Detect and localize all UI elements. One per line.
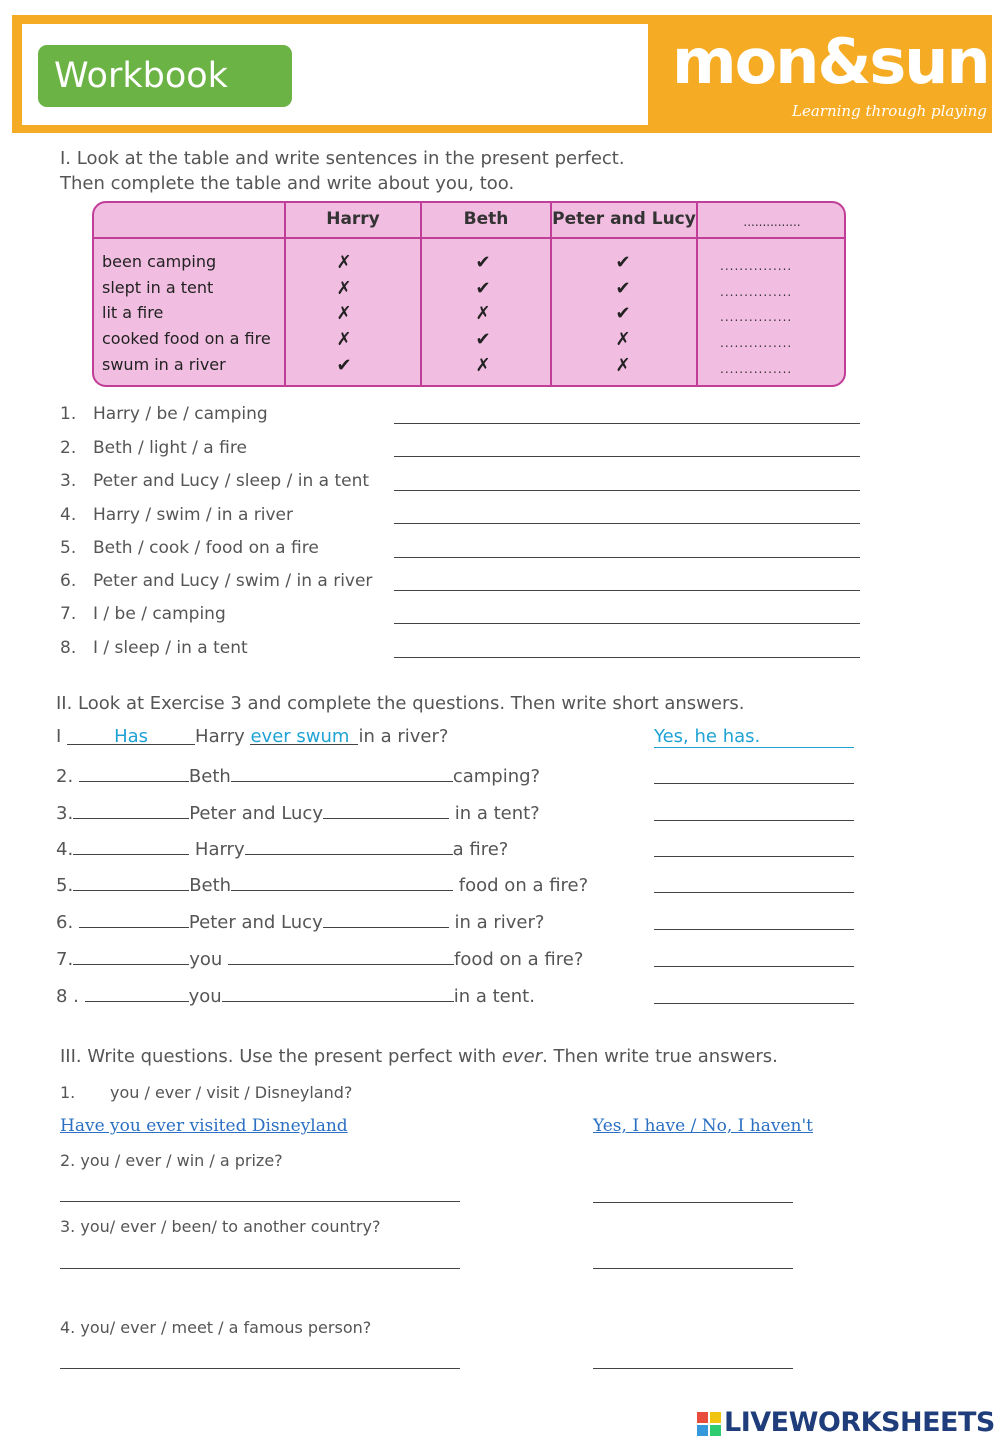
ex2-question: 7. you food on a fire?	[56, 946, 583, 970]
table-header-beth: Beth	[463, 209, 509, 229]
table-mark: ✗	[615, 329, 631, 350]
table-row-label: swum in a river	[102, 355, 226, 374]
ex1-item: 4. Harry / swim / in a river	[60, 505, 293, 525]
blank[interactable]	[231, 872, 453, 891]
table-mark: ✔	[615, 278, 631, 299]
ex3-example-answer: Yes, I have / No, I haven't	[593, 1116, 813, 1136]
ex2-instruction: II. Look at Exercise 3 and complete the questions. Then write short answers.	[56, 693, 745, 714]
table-mark: ✗	[336, 303, 352, 324]
ex1-answer-line[interactable]	[394, 523, 860, 524]
ex2-question: 8 . you in a tent.	[56, 983, 535, 1007]
ex2-answer-line[interactable]	[654, 966, 854, 967]
table-mark: ✗	[475, 355, 491, 376]
ex2-answer-line[interactable]	[654, 892, 854, 893]
table-mark: ✔	[336, 355, 352, 376]
table-row-label: slept in a tent	[102, 278, 214, 297]
ex2-answer-line[interactable]	[654, 783, 854, 784]
blank[interactable]	[222, 983, 454, 1002]
ex3-question-line[interactable]	[60, 1368, 460, 1369]
ex1-answer-line[interactable]	[394, 490, 860, 491]
ex3-answer-line[interactable]	[593, 1202, 793, 1203]
ex1-item: 7. I / be / camping	[60, 604, 226, 624]
ex1-answer-line[interactable]	[394, 557, 860, 558]
ex3-question-line[interactable]	[60, 1268, 460, 1269]
table-mark: ✗	[336, 278, 352, 299]
table-mark: ✗	[336, 252, 352, 273]
ex3-question-3: 3. you/ ever / been/ to another country?	[60, 1217, 381, 1236]
workbook-badge: Workbook	[38, 45, 292, 107]
ex2-question: 6. Peter and Lucy in a river?	[56, 909, 544, 933]
brand-logo: mon&sun	[672, 25, 989, 98]
ex2-example: I Has Harry ever swum in a river?	[56, 726, 449, 747]
ex1-item: 8. I / sleep / in a tent	[60, 638, 248, 658]
table-header-peter-lucy: Peter and Lucy	[552, 209, 696, 229]
ex1-instruction-2: Then complete the table and write about you, too.	[60, 173, 515, 194]
table-header-you: ...............	[743, 215, 801, 229]
ex3-question-line[interactable]	[60, 1201, 460, 1202]
blank[interactable]	[231, 763, 453, 782]
blank[interactable]	[79, 763, 189, 782]
ex1-instruction-1: I. Look at the table and write sentences in the present perfect.	[60, 148, 625, 169]
table-mark: ✔	[475, 278, 491, 299]
ex3-answer-line[interactable]	[593, 1368, 793, 1369]
table-blank: ...............	[720, 362, 793, 376]
ex1-item: 6. Peter and Lucy / swim / in a river	[60, 571, 373, 591]
table-mark: ✔	[615, 252, 631, 273]
ex1-item: 5. Beth / cook / food on a fire	[60, 538, 319, 558]
table-mark: ✔	[475, 252, 491, 273]
blank[interactable]	[73, 872, 189, 891]
ex3-example-question: Have you ever visited Disneyland	[60, 1116, 348, 1136]
blank[interactable]	[323, 800, 449, 819]
blank[interactable]	[73, 800, 189, 819]
table-header-harry: Harry	[326, 209, 380, 229]
table-row-label: cooked food on a fire	[102, 329, 271, 348]
blank[interactable]	[79, 909, 189, 928]
ex1-answer-line[interactable]	[394, 657, 860, 658]
ex1-answer-line[interactable]	[394, 590, 860, 591]
blank[interactable]	[73, 946, 189, 965]
ex2-answer-line[interactable]	[654, 856, 854, 857]
table-mark: ✔	[475, 329, 491, 350]
ex1-answer-line[interactable]	[394, 623, 860, 624]
table-row-label: been camping	[102, 252, 217, 271]
table-blank: ...............	[720, 285, 793, 299]
ex3-answer-line[interactable]	[593, 1268, 793, 1269]
ex1-answer-line[interactable]	[394, 423, 860, 424]
blank[interactable]	[323, 909, 449, 928]
table-mark: ✗	[336, 329, 352, 350]
table-row-label: lit a fire	[102, 303, 164, 322]
blank[interactable]	[73, 836, 189, 855]
table-blank: ...............	[720, 310, 793, 324]
ex1-item: 2. Beth / light / a fire	[60, 438, 247, 458]
table-mark: ✗	[475, 303, 491, 324]
ex2-answer-line[interactable]	[654, 929, 854, 930]
liveworksheets-logo: LIVEWORKSHEETS	[724, 1407, 995, 1438]
ex2-example-answer: Yes, he has.	[654, 726, 854, 748]
blank[interactable]	[85, 983, 189, 1002]
ex3-question-1: 1. you / ever / visit / Disneyland?	[60, 1083, 353, 1102]
ex3-question-2: 2. you / ever / win / a prize?	[60, 1151, 283, 1170]
ex1-answer-line[interactable]	[394, 456, 860, 457]
ex1-item: 3. Peter and Lucy / sleep / in a tent	[60, 471, 370, 491]
blank[interactable]	[245, 836, 453, 855]
liveworksheets-icon	[697, 1412, 721, 1436]
table-blank: ...............	[720, 259, 793, 273]
brand-tagline: Learning through playing	[792, 102, 987, 120]
ex3-instruction: III. Write questions. Use the present perfect with ever. Then write true answers.	[60, 1046, 778, 1067]
table-mark: ✔	[615, 303, 631, 324]
ex2-question: 3. Peter and Lucy in a tent?	[56, 800, 540, 824]
ex2-question: 4. Harry a fire?	[56, 836, 508, 860]
table-blank: ...............	[720, 336, 793, 350]
camping-table	[92, 201, 846, 387]
ex1-item: 1. Harry / be / camping	[60, 404, 268, 424]
ex2-answer-line[interactable]	[654, 820, 854, 821]
ex3-question-4: 4. you/ ever / meet / a famous person?	[60, 1318, 372, 1337]
ex2-question: 2. Beth camping?	[56, 763, 540, 787]
ex2-question: 5. Beth food on a fire?	[56, 872, 588, 896]
table-mark: ✗	[615, 355, 631, 376]
blank[interactable]	[228, 946, 454, 965]
ex2-answer-line[interactable]	[654, 1003, 854, 1004]
